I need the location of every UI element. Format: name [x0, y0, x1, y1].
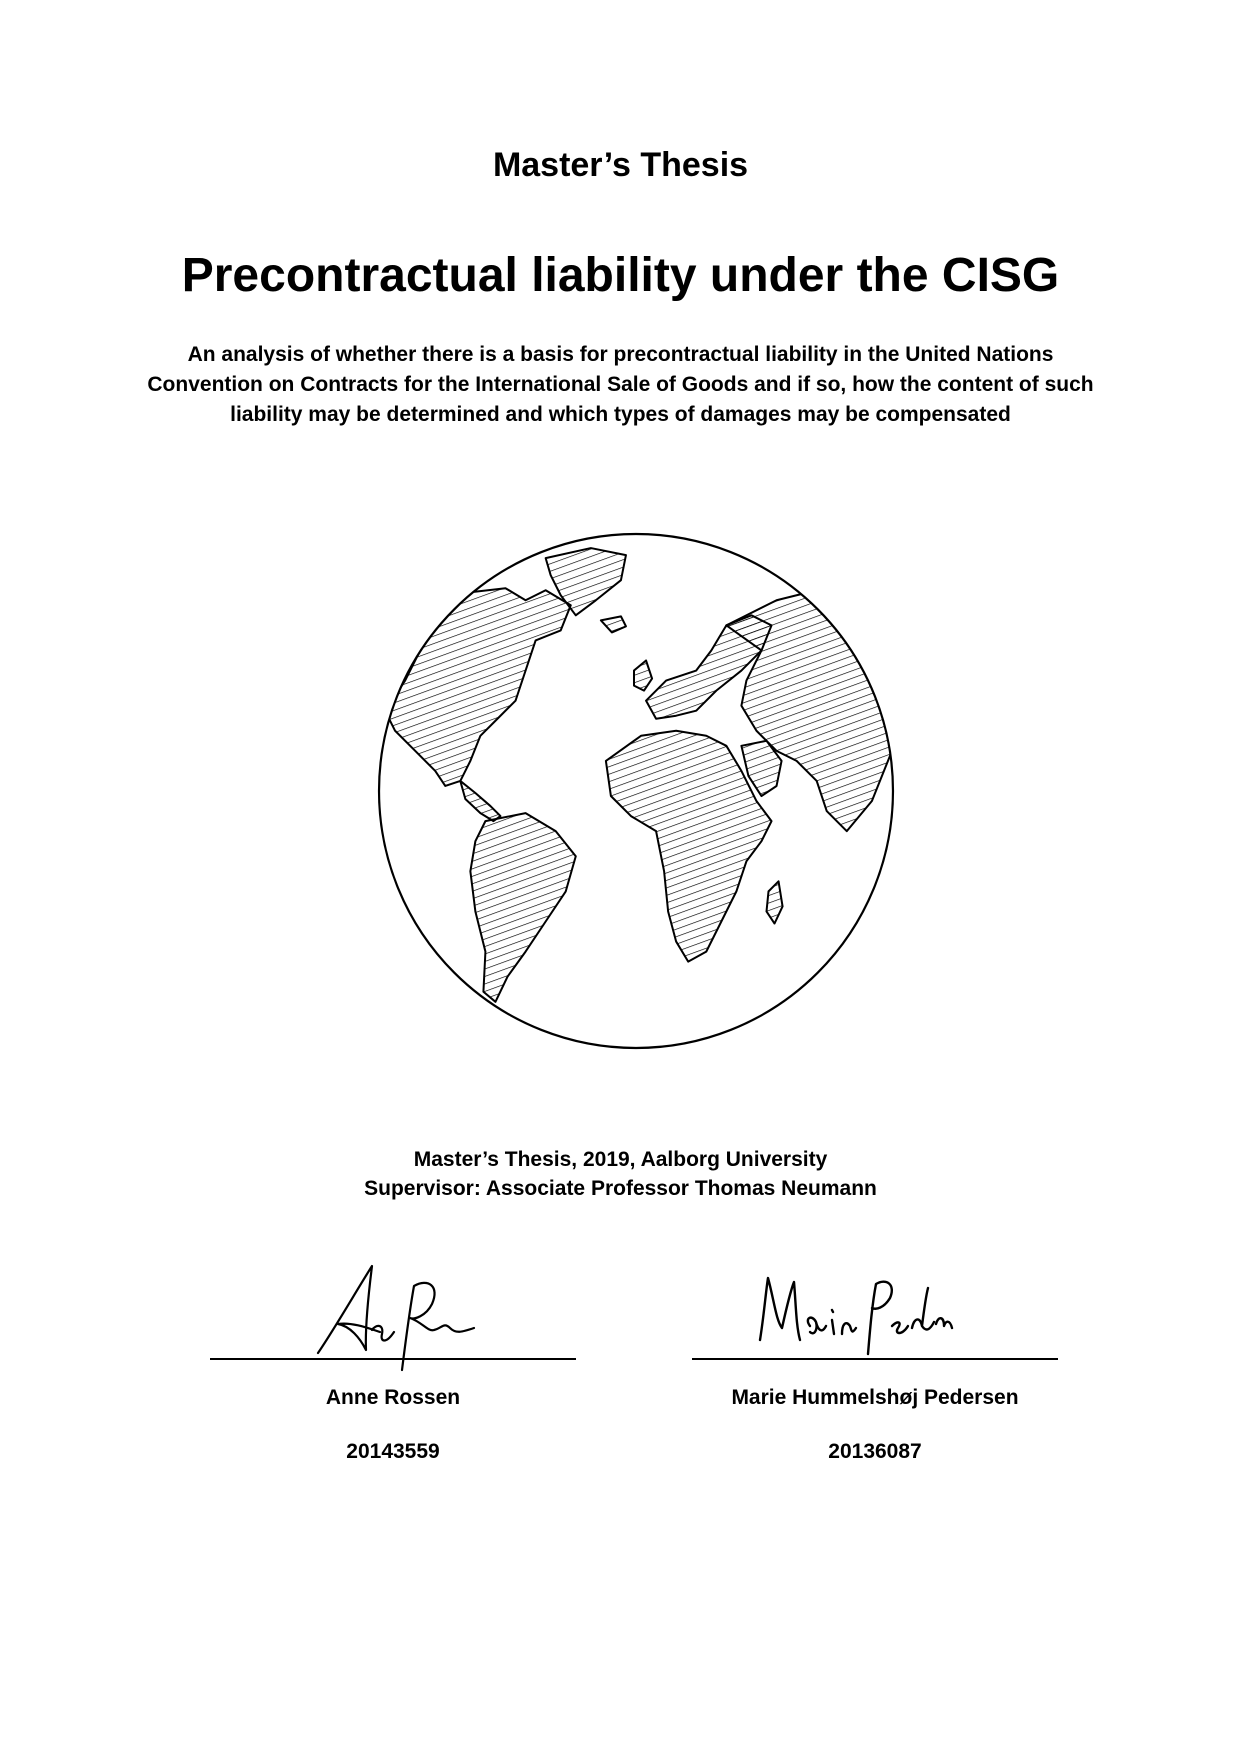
signature-anne-rossen	[310, 1258, 480, 1378]
globe-illustration	[375, 530, 897, 1052]
author-name: Marie Hummelshøj Pedersen	[731, 1386, 1019, 1409]
signature-line	[210, 1358, 576, 1360]
document-type-heading: Master’s Thesis	[492, 146, 749, 184]
student-id: 20143559	[346, 1440, 440, 1463]
student-id: 20136087	[828, 1440, 922, 1463]
supervisor-line: Supervisor: Associate Professor Thomas Neumann	[364, 1177, 877, 1200]
signature-marie-pedersen	[752, 1270, 962, 1360]
signature-line	[692, 1358, 1058, 1360]
thesis-subtitle: An analysis of whether there is a basis for precontractual liability in the United Nations Convention on Contracts for the International Sale of Goods and if so, how the content of such liability may be determined and which types of damages may be compensated	[147, 343, 1094, 426]
author-name: Anne Rossen	[325, 1386, 461, 1409]
thesis-title: Precontractual liability under the CISG	[181, 249, 1060, 302]
thesis-info-line: Master’s Thesis, 2019, Aalborg University	[413, 1148, 828, 1171]
